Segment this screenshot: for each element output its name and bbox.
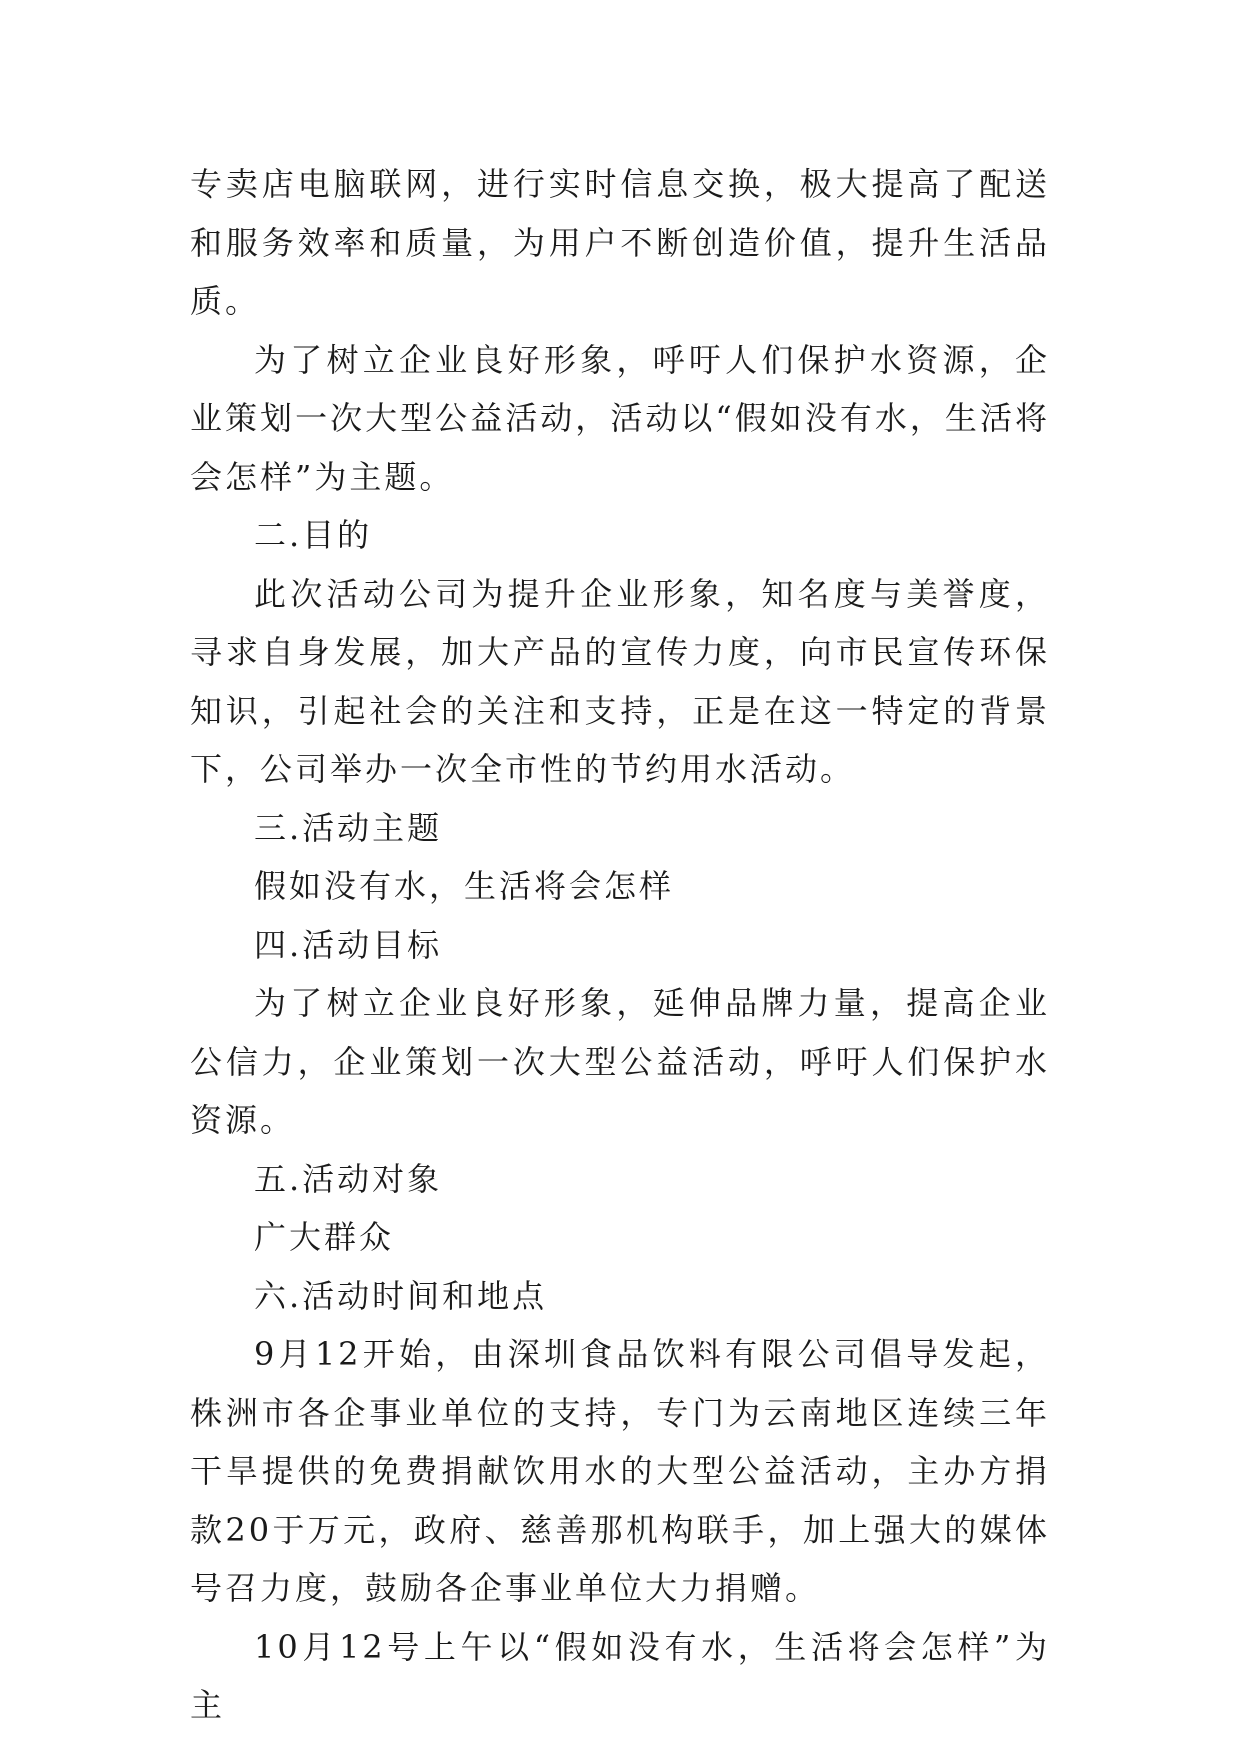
paragraph-continuation: 专卖店电脑联网，进行实时信息交换，极大提高了配送和服务效率和质量，为用户不断创造价值，提升生活品质。 xyxy=(190,165,1050,320)
paragraph-event-start: 10月12号上午以“假如没有水，生活将会怎样”为主 xyxy=(190,1627,1050,1724)
section-heading-audience: 五.活动对象 xyxy=(254,1159,443,1198)
paragraph-background: 为了树立企业良好形象，呼吁人们保护水资源，企业策划一次大型公益活动，活动以“假如没有水，生活将会怎样”为主题。 xyxy=(190,340,1050,496)
section-heading-time-place: 六.活动时间和地点 xyxy=(254,1276,548,1315)
paragraph-audience: 广大群众 xyxy=(254,1218,395,1256)
section-heading-purpose: 二.目的 xyxy=(254,516,373,554)
paragraph-time-place: 9月12开始，由深圳食品饮料有限公司倡导发起，株洲市各企事业单位的支持，专门为云南地区连续三年干旱提供的免费捐献饮用水的大型公益活动，主办方捐款20于万元，政府、慈善那机构联手，加上强大的媒体号召力度，鼓励各企事业单位大力捐赠。 xyxy=(190,1335,1050,1607)
section-heading-goal: 四.活动目标 xyxy=(254,925,443,964)
paragraph-goal: 为了树立企业良好形象，延伸品牌力量，提高企业公信力，企业策划一次大型公益活动，呼吁人们保护水资源。 xyxy=(190,984,1050,1139)
paragraph-theme: 假如没有水，生活将会怎样 xyxy=(254,867,675,905)
document-body xyxy=(190,155,1050,1735)
paragraph-purpose: 此次活动公司为提升企业形象，知名度与美誉度，寻求自身发展，加大产品的宣传力度，向市民宣传环保知识，引起社会的关注和支持，正是在这一特定的背景下，公司举办一次全市性的节约用水活动。 xyxy=(190,574,1050,788)
section-heading-theme: 三.活动主题 xyxy=(254,808,443,847)
